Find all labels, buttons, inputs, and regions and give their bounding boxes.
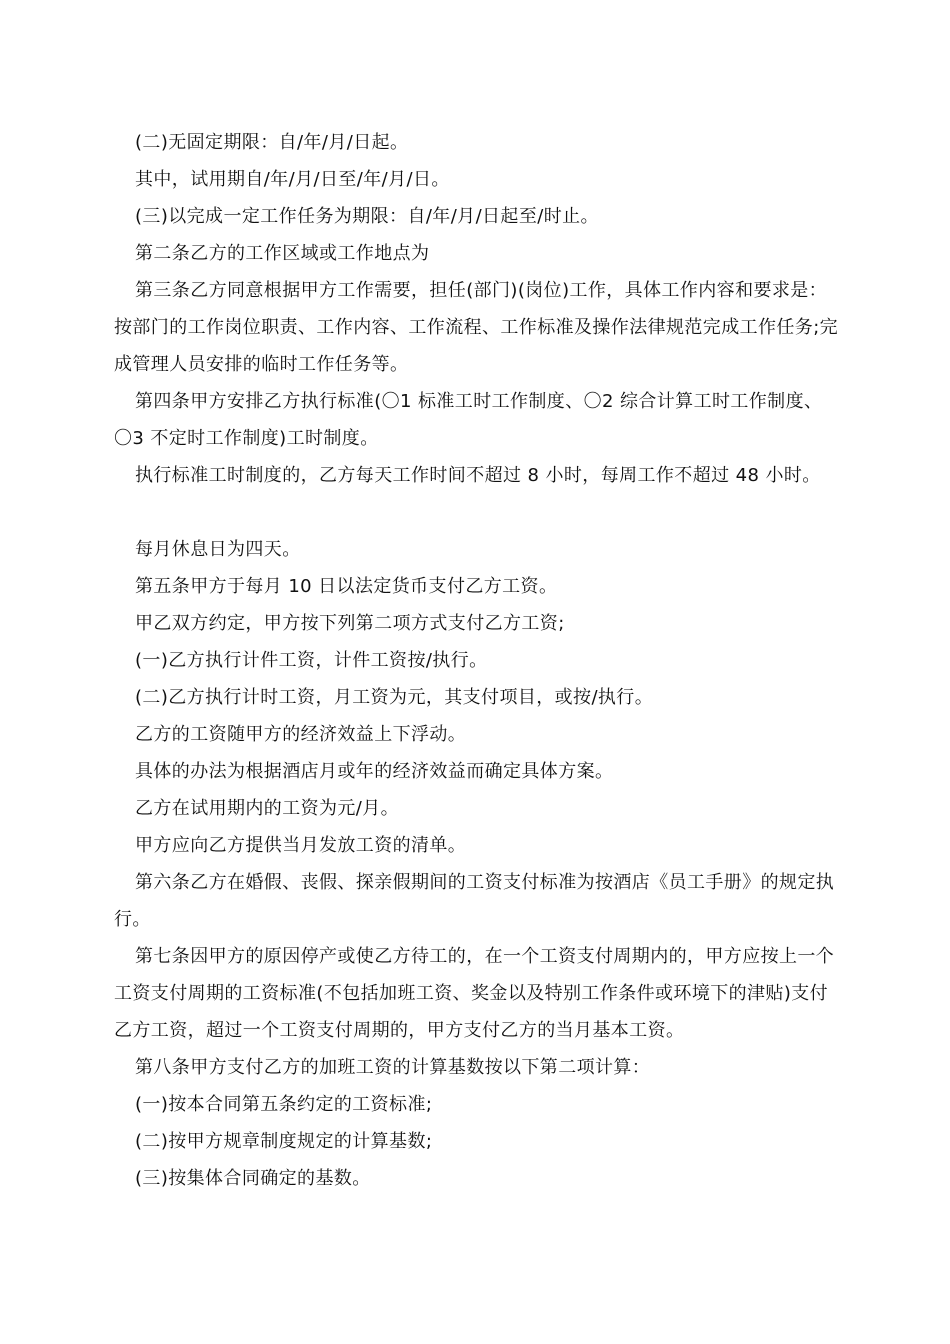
document-body (114, 124, 840, 1197)
paragraph-wage-slip: 甲方应向乙方提供当月发放工资的清单。 (135, 835, 467, 856)
paragraph-article-4: 第四条甲方安排乙方执行标准(〇1 标准工时工作制度、〇2 综合计算工时工作制度、〇3 不定时工作制度)工时制度。 (114, 391, 823, 449)
paragraph-probation: 其中，试用期自/年/月/日至/年/月/日。 (135, 169, 450, 190)
paragraph-overtime-base-1: (一)按本合同第五条约定的工资标准; (135, 1094, 433, 1115)
paragraph-article-2: 第二条乙方的工作区域或工作地点为 (135, 243, 430, 264)
paragraph-payment-method: 甲乙双方约定，甲方按下列第二项方式支付乙方工资; (135, 613, 565, 634)
paragraph-standard-hours: 执行标准工时制度的，乙方每天工作时间不超过 8 小时，每周工作不超过 48 小时。 (135, 465, 821, 486)
paragraph-wage-plan: 具体的办法为根据酒店月或年的经济效益而确定具体方案。 (135, 761, 614, 782)
paragraph-wage-float: 乙方的工资随甲方的经济效益上下浮动。 (135, 724, 467, 745)
paragraph-fixed-term: (二)无固定期限：自/年/月/日起。 (135, 132, 409, 153)
paragraph-probation-wage: 乙方在试用期内的工资为元/月。 (135, 798, 400, 819)
paragraph-article-8: 第八条甲方支付乙方的加班工资的计算基数按以下第二项计算： (135, 1057, 651, 1078)
paragraph-article-3: 第三条乙方同意根据甲方工作需要，担任(部门)(岗位)工作，具体工作内容和要求是：按部门的工作岗位职责、工作内容、工作流程、工作标准及操作法律规范完成工作任务;完成管理人员安排的临时工作任务等。 (114, 280, 839, 375)
paragraph-article-6: 第六条乙方在婚假、丧假、探亲假期间的工资支付标准为按酒店《员工手册》的规定执行。 (114, 872, 835, 930)
paragraph-overtime-base-3: (三)按集体合同确定的基数。 (135, 1168, 371, 1189)
blank-line (114, 494, 840, 531)
paragraph-rest-days: 每月休息日为四天。 (135, 539, 301, 560)
paragraph-article-7: 第七条因甲方的原因停产或使乙方待工的，在一个工资支付周期内的，甲方应按上一个工资支付周期的工资标准(不包括加班工资、奖金以及特别工作条件或环境下的津贴)支付乙方工资，超过一个工资支付周期的，甲方支付乙方的当月基本工资。 (114, 946, 835, 1041)
paragraph-task-term: (三)以完成一定工作任务为期限：自/年/月/日起至/时止。 (135, 206, 599, 227)
paragraph-time-wage: (二)乙方执行计时工资，月工资为元，其支付项目，或按/执行。 (135, 687, 654, 708)
paragraph-piece-wage: (一)乙方执行计件工资，计件工资按/执行。 (135, 650, 488, 671)
paragraph-overtime-base-2: (二)按甲方规章制度规定的计算基数; (135, 1131, 433, 1152)
paragraph-article-5: 第五条甲方于每月 10 日以法定货币支付乙方工资。 (135, 576, 558, 597)
